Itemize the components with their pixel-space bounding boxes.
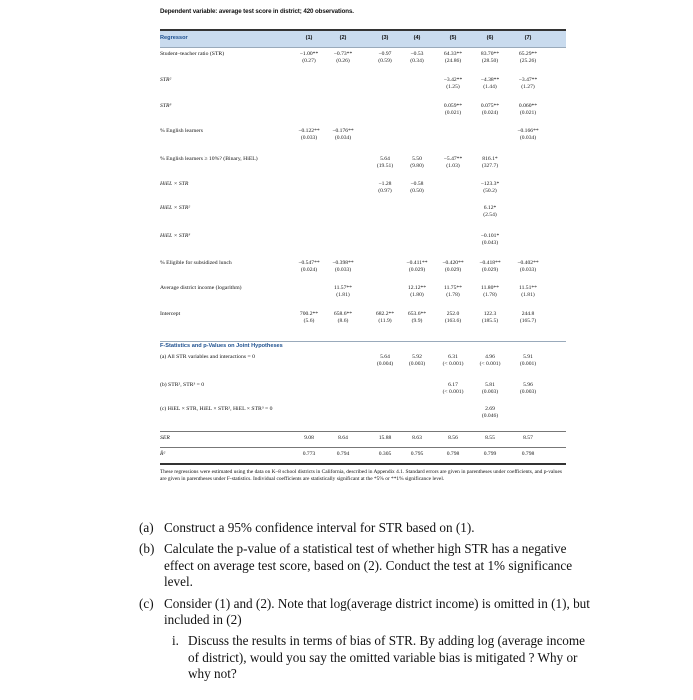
ser-value: 8.57: [523, 435, 533, 441]
r2-value: 0.305: [378, 451, 392, 457]
std-error: (9.80): [410, 163, 424, 169]
coef-value: 83.70**: [480, 51, 500, 57]
fstat-label: (b) STR², STR³ = 0: [160, 382, 205, 388]
p-value: (0.004): [376, 361, 394, 367]
std-error: (0.021): [444, 110, 462, 116]
fstat-label: (a) All STR variables and interactions = 0: [160, 354, 255, 360]
std-error: (0.024): [481, 110, 499, 116]
std-error: (5.6): [303, 318, 315, 324]
coef-value: 11.80**: [481, 285, 499, 291]
std-error: (0.033): [519, 267, 537, 273]
coef-value: −0.53: [410, 51, 424, 57]
coef-value: 682.2**: [375, 311, 395, 317]
row-label: Intercept: [160, 311, 181, 317]
coef-value: 6.12*: [483, 205, 497, 211]
table-header-rule: [160, 47, 566, 48]
question-b: [139, 541, 591, 590]
column-header: (5): [449, 35, 457, 41]
row-label: % English learners ≥ 10%? (Binary, HiEL): [160, 156, 258, 162]
row-label: STR²: [160, 77, 172, 83]
row-label: HiEL × STR²: [160, 205, 191, 211]
column-header: (7): [524, 35, 532, 41]
fstat-value: 5.81: [485, 382, 495, 388]
column-header: (3): [381, 35, 389, 41]
question-c-i: [139, 633, 591, 682]
fstat-value: 5.91: [523, 354, 533, 360]
ser-label: SER: [160, 435, 170, 441]
coef-value: −0.166**: [517, 128, 539, 134]
std-error: (2.54): [483, 212, 497, 218]
std-error: (327.7): [481, 163, 499, 169]
coef-value: −5.47**: [443, 156, 463, 162]
coef-value: −0.418**: [479, 260, 501, 266]
coef-value: 252.0: [446, 311, 460, 317]
column-header: (2): [339, 35, 347, 41]
p-value: (0.046): [481, 413, 499, 419]
fstat-top-rule: [160, 341, 566, 342]
row-label: STR³: [160, 103, 172, 109]
fstat-value: 5.96: [523, 382, 533, 388]
fstat-value: 4.96: [485, 354, 495, 360]
std-error: (1.03): [446, 163, 460, 169]
std-error: (50.2): [483, 188, 497, 194]
ser-value: 15.88: [378, 435, 392, 441]
std-error: (11.9): [378, 318, 392, 324]
p-value: (0.003): [519, 389, 537, 395]
coef-value: 122.3: [483, 311, 497, 317]
coef-value: 11.57**: [334, 285, 352, 291]
question-text: Consider (1) and (2). Note that log(average district income) is omitted in (1), but included in (2): [164, 595, 590, 628]
std-error: (0.033): [334, 267, 352, 273]
std-error: (0.043): [481, 240, 499, 246]
question-key: (a): [139, 520, 154, 535]
row-label: Average district income (logarithm): [160, 285, 242, 291]
row-label: HiEL × STR: [160, 181, 189, 187]
row-label: Student–teacher ratio (STR): [160, 51, 225, 57]
column-header: (1): [305, 35, 313, 41]
question-key: i.: [172, 633, 179, 649]
std-error: (9.9): [411, 318, 423, 324]
row-label: % Eligible for subsidized lunch: [160, 260, 232, 266]
coef-value: −0.420**: [442, 260, 464, 266]
row-label: % English learners: [160, 128, 203, 134]
p-value: (0.003): [408, 361, 426, 367]
coef-value: 11.75**: [444, 285, 462, 291]
coef-value: −0.122**: [298, 128, 320, 134]
p-value: (< 0.001): [442, 361, 464, 367]
std-error: (1.44): [483, 84, 497, 90]
std-error: (0.029): [481, 267, 499, 273]
coef-value: −0.402**: [517, 260, 539, 266]
coef-value: −1.00**: [299, 51, 319, 57]
ser-top-rule: [160, 431, 566, 432]
coef-value: 816.1*: [482, 156, 498, 162]
coef-value: 0.075**: [480, 103, 500, 109]
std-error: (163.6): [444, 318, 462, 324]
ser-value: 8.63: [412, 435, 422, 441]
coef-value: −0.398**: [332, 260, 354, 266]
std-error: (0.029): [444, 267, 462, 273]
fstat-value: 5.92: [412, 354, 422, 360]
coef-value: 5.64: [380, 156, 390, 162]
fstat-value: 2.69: [485, 406, 495, 412]
fstat-header: F-Statistics and p-Values on Joint Hypotheses: [160, 343, 283, 349]
fstat-value: 6.17: [448, 382, 458, 388]
question-text: Calculate the p-value of a statistical test of whether high STR has a negative effect on average test score, based on (2). Conduct the test at 1% significance level.: [164, 541, 573, 590]
ser-value: 8.64: [338, 435, 348, 441]
table-note: These regressions were estimated using the data on K–8 school districts in California, described in Appendix 4.1. Standard errors are given in parentheses under coefficients, and p-values are given in parentheses under F-statistics. Individual coefficients are statistically significant at the *5% or **1% significance level.: [160, 469, 562, 482]
question-text: Discuss the results in terms of bias of STR. By adding log (average income of district), would you say the omitted variable bias is mitigated ? Why or why not?: [188, 633, 586, 682]
coef-value: −0.73**: [333, 51, 353, 57]
coef-value: 0.060**: [518, 103, 538, 109]
std-error: (19.51): [376, 163, 394, 169]
r2-value: 0.795: [410, 451, 424, 457]
p-value: (0.003): [481, 389, 499, 395]
coef-value: 244.8: [521, 311, 535, 317]
table-bottom-rule: [160, 463, 566, 465]
coef-value: −1.28: [378, 181, 392, 187]
std-error: (0.34): [410, 58, 424, 64]
std-error: (0.27): [302, 58, 316, 64]
std-error: (0.034): [519, 135, 537, 141]
std-error: (0.033): [300, 135, 318, 141]
question-key: (b): [139, 541, 155, 557]
question-a: [139, 520, 591, 536]
question-key: (c): [139, 595, 154, 611]
std-error: (1.25): [446, 84, 460, 90]
std-error: (0.021): [519, 110, 537, 116]
r2-value: 0.773: [302, 451, 316, 457]
std-error: (0.97): [378, 188, 392, 194]
fstat-value: 6.31: [448, 354, 458, 360]
coef-value: 64.33**: [443, 51, 463, 57]
std-error: (0.034): [334, 135, 352, 141]
coef-value: −4.38**: [480, 77, 500, 83]
question-c: [139, 596, 591, 629]
ser-value: 8.56: [448, 435, 458, 441]
std-error: (0.26): [336, 58, 350, 64]
r2-value: 0.799: [483, 451, 497, 457]
ser-value: 9.08: [304, 435, 314, 441]
question-text: Construct a 95% confidence interval for STR based on (1).: [164, 520, 475, 535]
coef-value: 5.50: [412, 156, 422, 162]
std-error: (0.029): [408, 267, 426, 273]
std-error: (28.50): [481, 58, 499, 64]
std-error: (1.81): [336, 292, 350, 298]
coef-value: −0.547**: [298, 260, 320, 266]
coef-value: 0.059**: [443, 103, 463, 109]
std-error: (25.26): [519, 58, 537, 64]
coef-value: −3.47**: [518, 77, 538, 83]
coef-value: −0.411**: [406, 260, 428, 266]
r2-value: 0.794: [336, 451, 350, 457]
questions-block: [139, 520, 591, 688]
ser-value: 8.55: [485, 435, 495, 441]
std-error: (0.024): [300, 267, 318, 273]
coef-value: −0.176**: [332, 128, 354, 134]
coef-value: −0.97: [378, 51, 392, 57]
fstat-label: (c) HiEL × STR, HiEL × STR², HiEL × STR³ = 0: [160, 406, 273, 412]
std-error: (1.80): [410, 292, 424, 298]
std-error: (1.78): [483, 292, 497, 298]
coef-value: −0.101*: [480, 233, 500, 239]
r2-label: R̄²: [160, 451, 166, 457]
coef-value: 658.6**: [333, 311, 353, 317]
row-label: HiEL × STR³: [160, 233, 191, 239]
fstat-value: 5.64: [380, 354, 390, 360]
coef-value: 12.12**: [407, 285, 427, 291]
r2-value: 0.798: [446, 451, 460, 457]
coef-value: 653.6**: [407, 311, 427, 317]
std-error: (24.86): [444, 58, 462, 64]
column-header: (6): [486, 35, 494, 41]
coef-value: 700.2**: [299, 311, 319, 317]
std-error: (8.6): [337, 318, 349, 324]
p-value: (0.001): [519, 361, 537, 367]
coef-value: −3.42**: [443, 77, 463, 83]
regression-table-image: [143, 2, 566, 507]
std-error: (1.78): [446, 292, 460, 298]
std-error: (0.50): [410, 188, 424, 194]
r2-value: 0.798: [521, 451, 535, 457]
std-error: (0.59): [378, 58, 392, 64]
column-header: (4): [413, 35, 421, 41]
coef-value: 65.29**: [518, 51, 538, 57]
p-value: (< 0.001): [479, 361, 501, 367]
p-value: (< 0.001): [442, 389, 464, 395]
std-error: (1.81): [521, 292, 535, 298]
coef-value: −0.58: [410, 181, 424, 187]
r2-top-rule: [160, 447, 566, 448]
table-title: Dependent variable: average test score in district; 420 observations.: [160, 8, 354, 15]
coef-value: 11.51**: [519, 285, 537, 291]
std-error: (1.27): [521, 84, 535, 90]
regressor-header: Regressor: [160, 35, 188, 41]
coef-value: −123.3*: [480, 181, 500, 187]
std-error: (185.5): [481, 318, 499, 324]
std-error: (165.7): [519, 318, 537, 324]
